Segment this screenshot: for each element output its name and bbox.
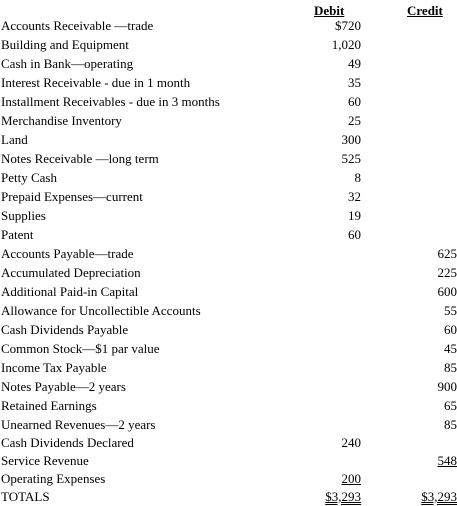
table-row (0, 36, 457, 54)
debit-amount: 525 (341, 151, 361, 166)
debit-amount: 240 (341, 435, 361, 450)
account-name: Notes Payable—2 years (1, 379, 126, 394)
table-row (0, 397, 457, 415)
account-name: Petty Cash (1, 170, 57, 185)
debit-amount: $720 (335, 18, 361, 33)
account-name: Accounts Receivable —trade (1, 18, 154, 33)
table-row (0, 378, 457, 396)
account-name: Common Stock—$1 par value (1, 341, 160, 356)
credit-amount: 85 (444, 417, 457, 432)
table-row (0, 245, 457, 263)
table-row (0, 452, 457, 470)
debit-amount: 49 (348, 56, 361, 71)
table-row (0, 74, 457, 92)
account-name: Patent (1, 227, 34, 242)
debit-amount: 60 (348, 94, 361, 109)
account-name: Land (1, 132, 28, 147)
account-name: Building and Equipment (1, 37, 129, 52)
account-name: Accumulated Depreciation (1, 265, 141, 280)
table-row (0, 131, 457, 149)
account-name: Allowance for Uncollectible Accounts (1, 303, 201, 318)
table-row (0, 207, 457, 225)
account-name: Additional Paid-in Capital (1, 284, 139, 299)
credit-amount: 225 (437, 265, 457, 280)
account-name: Cash in Bank—operating (1, 56, 134, 71)
account-name: Supplies (1, 208, 46, 223)
account-name: Installment Receivables - due in 3 months (1, 94, 220, 109)
account-name: Prepaid Expenses—current (1, 189, 143, 204)
credit-total: $3,293 (421, 489, 457, 504)
debit-amount: 32 (348, 189, 361, 204)
account-name: Merchandise Inventory (1, 113, 122, 128)
account-name: Cash Dividends Payable (1, 322, 129, 337)
account-name: Cash Dividends Declared (1, 435, 134, 450)
account-name: Notes Receivable —long term (1, 151, 159, 166)
debit-amount: 60 (348, 227, 361, 242)
debit-column-header: Debit (314, 3, 345, 18)
table-row (0, 169, 457, 187)
table-row (0, 283, 457, 301)
debit-amount: 35 (348, 75, 361, 90)
table-row (0, 264, 457, 282)
debit-amount: 200 (341, 471, 361, 486)
credit-amount: 60 (444, 322, 457, 337)
account-name: Accounts Payable—trade (1, 246, 134, 261)
table-row (0, 340, 457, 358)
account-name: Retained Earnings (1, 398, 97, 413)
table-row (0, 150, 457, 168)
debit-amount: 1,020 (331, 37, 361, 52)
account-name: Unearned Revenues—2 years (1, 417, 156, 432)
account-name: Operating Expenses (1, 471, 106, 486)
credit-amount: 85 (444, 360, 457, 375)
table-row (0, 359, 457, 377)
account-name: Income Tax Payable (1, 360, 107, 375)
credit-amount: 65 (444, 398, 457, 413)
debit-amount: 25 (348, 113, 361, 128)
credit-amount: 600 (437, 284, 457, 299)
table-row (0, 17, 457, 35)
credit-amount: 625 (437, 246, 457, 261)
account-name: Service Revenue (1, 453, 89, 468)
credit-amount: 548 (437, 453, 457, 468)
table-row (0, 470, 457, 488)
credit-amount: 45 (444, 341, 457, 356)
table-row (0, 226, 457, 244)
table-row (0, 434, 457, 452)
credit-amount: 55 (444, 303, 457, 318)
debit-amount: 300 (341, 132, 361, 147)
table-row (0, 55, 457, 73)
table-row (0, 188, 457, 206)
credit-column-header: Credit (407, 3, 443, 18)
table-row (0, 112, 457, 130)
credit-amount: 900 (437, 379, 457, 394)
table-row (0, 93, 457, 111)
totals-label: TOTALS (1, 489, 50, 504)
table-row (0, 302, 457, 320)
debit-amount: 8 (354, 170, 361, 185)
table-row (0, 416, 457, 434)
account-name: Interest Receivable - due in 1 month (1, 75, 191, 90)
debit-amount: 19 (348, 208, 361, 223)
debit-total: $3,293 (325, 489, 361, 504)
totals-row (0, 488, 457, 506)
table-row (0, 321, 457, 339)
